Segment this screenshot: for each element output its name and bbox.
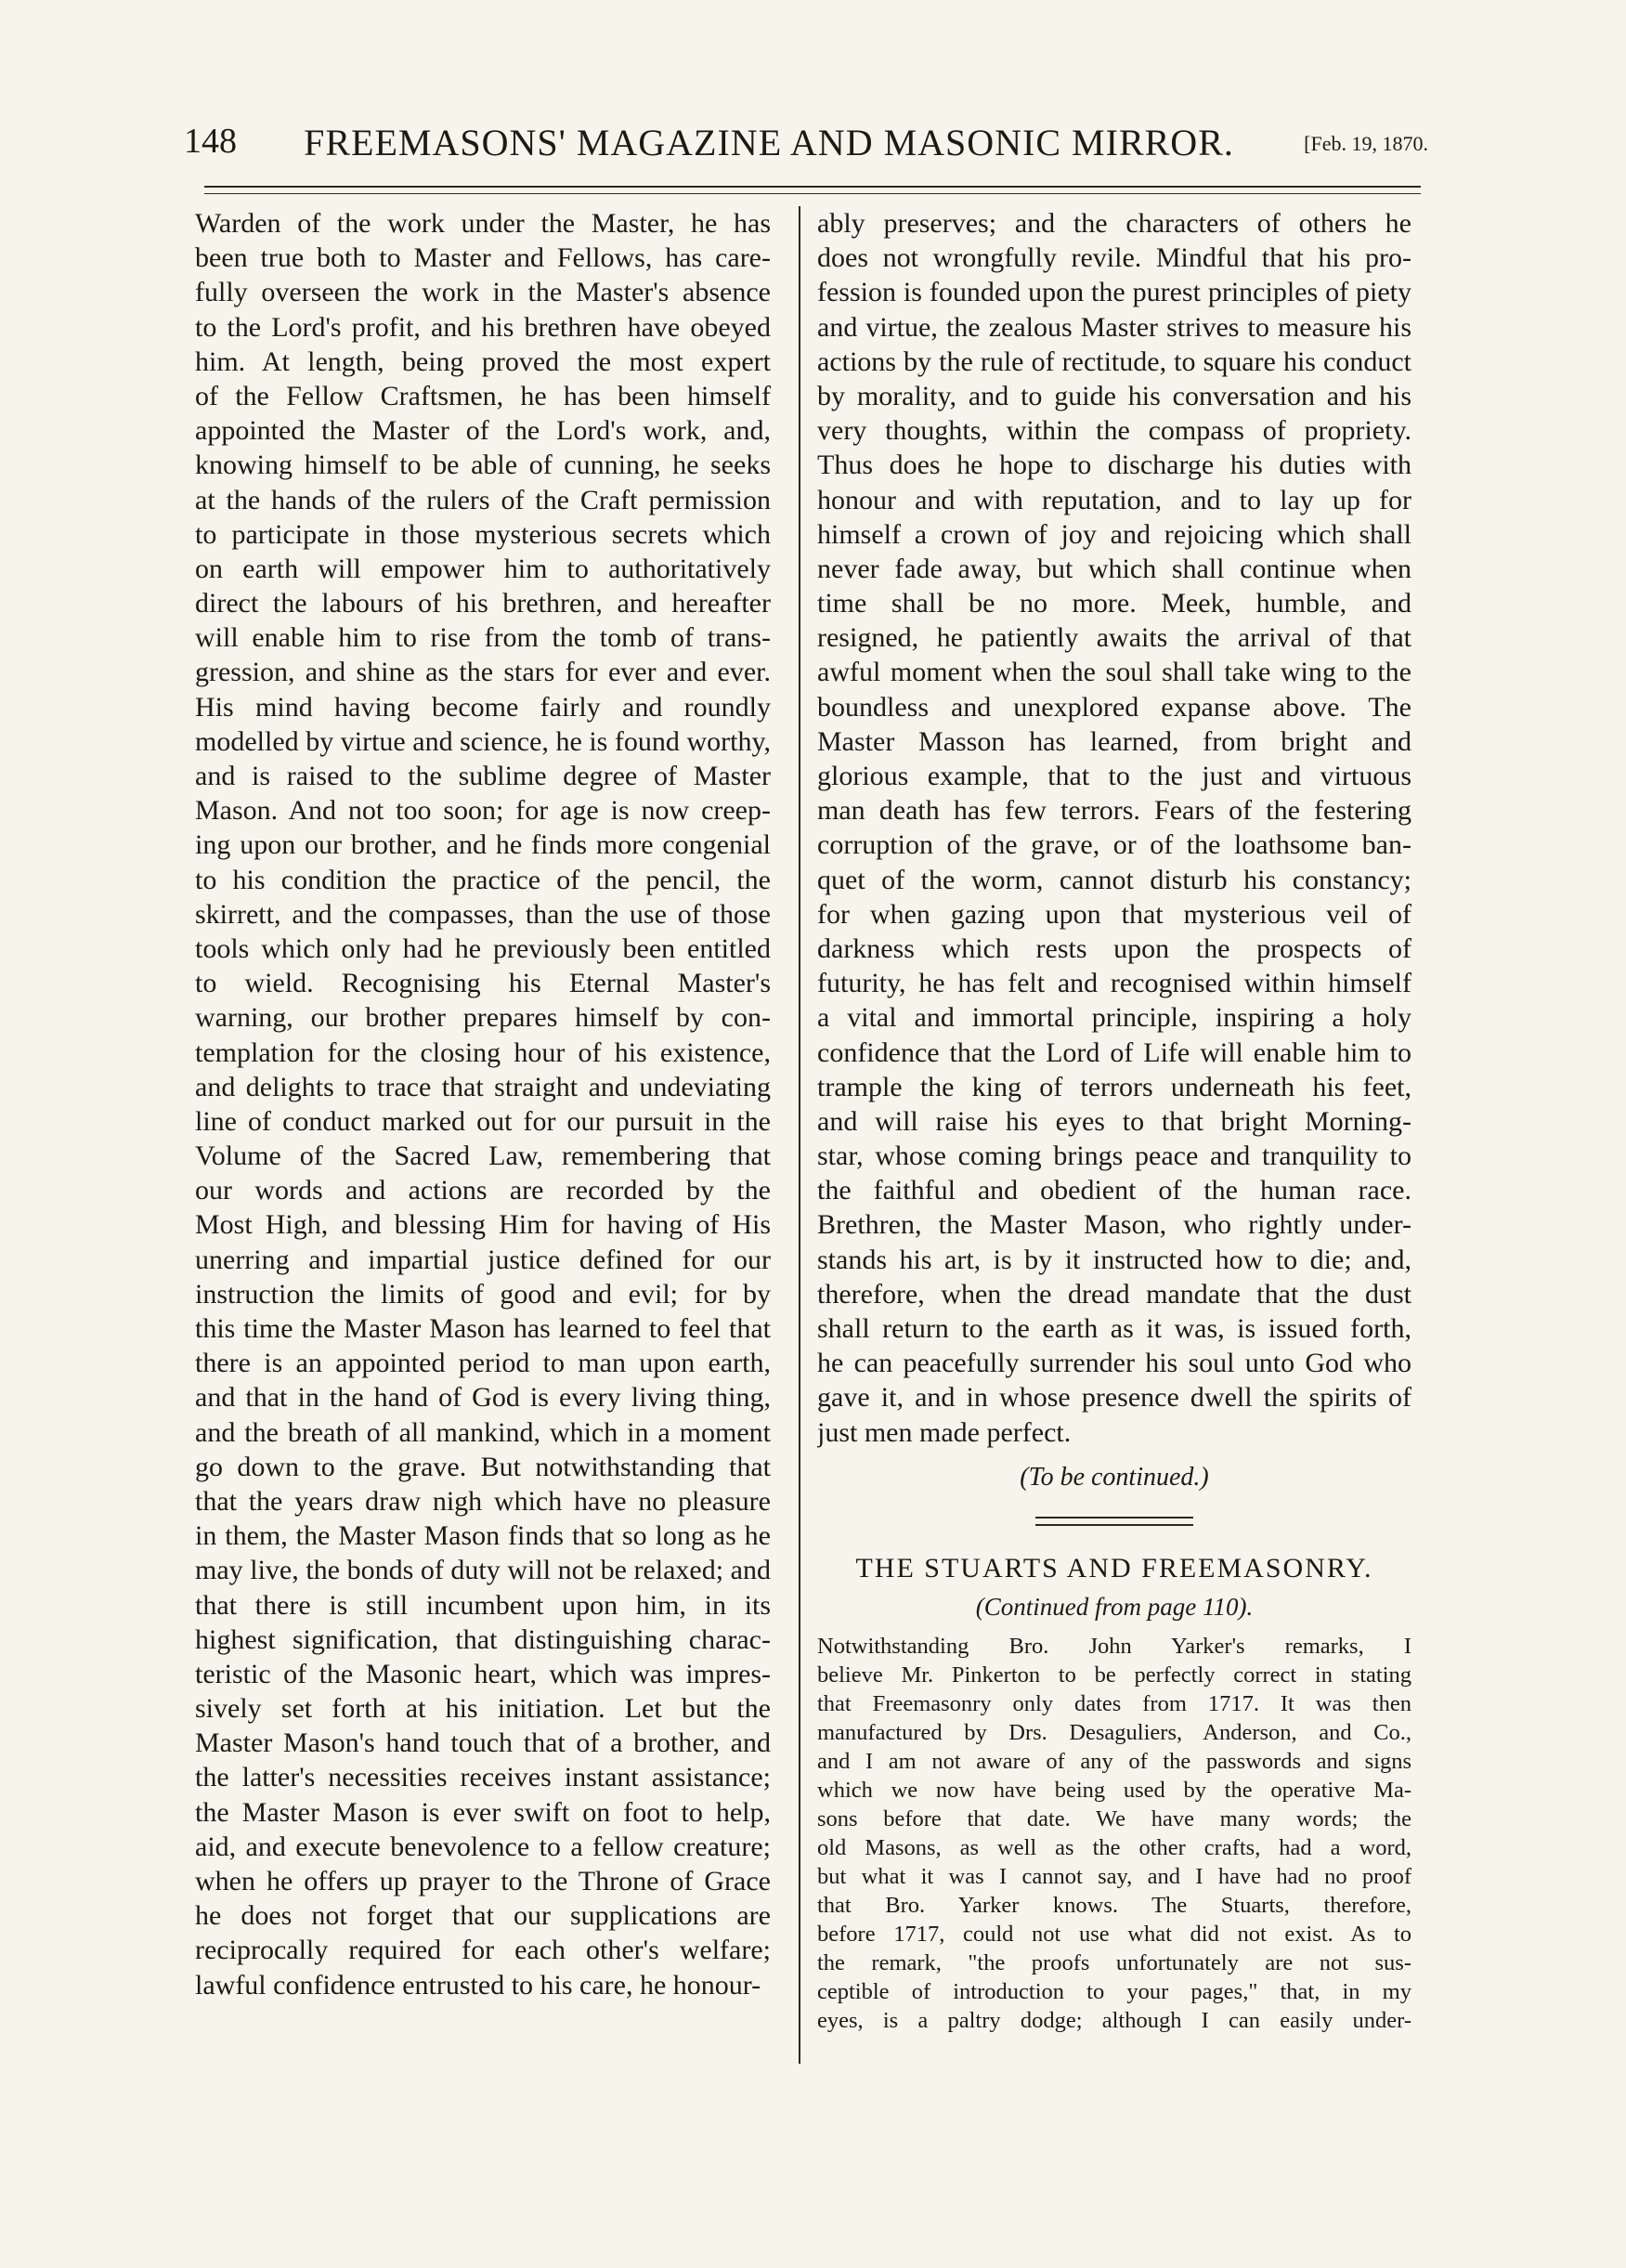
text-line: Thus does he hope to discharge his duties with xyxy=(817,450,1411,481)
text-line: His mind having become fairly and roundly xyxy=(195,691,771,723)
text-line: honour and with reputation, and to lay up for xyxy=(817,484,1411,515)
text-line: reciprocally required for each other's welfare; xyxy=(195,1935,771,1966)
text-line: that Bro. Yarker knows. The Stuarts, therefore, xyxy=(817,1892,1411,1918)
text-line: and will raise his eyes to that bright Morning- xyxy=(817,1105,1411,1137)
text-line: go down to the grave. But notwithstanding that xyxy=(195,1451,771,1482)
text-line: stands his art, is by it instructed how to die; and, xyxy=(817,1244,1411,1275)
text-line: the faithful and obedient of the human race. xyxy=(817,1175,1411,1206)
text-line: star, whose coming brings peace and tranquility to xyxy=(817,1141,1411,1172)
text-line: been true both to Master and Fellows, has care- xyxy=(195,242,771,274)
text-line: Warden of the work under the Master, he has xyxy=(195,208,771,239)
text-line: gave it, and in whose presence dwell the spirits of xyxy=(817,1382,1411,1414)
text-line: the latter's necessities receives instant assistance; xyxy=(195,1762,771,1793)
header-rule xyxy=(204,186,1421,194)
text-line: Master Masson has learned, from bright and xyxy=(817,725,1411,757)
text-line: he does not forget that our supplications are xyxy=(195,1900,771,1932)
text-line: direct the labours of his brethren, and hereafter xyxy=(195,588,771,619)
text-line: Mason. And not too soon; for age is now creep- xyxy=(195,795,771,827)
text-line: unerring and impartial justice defined for our xyxy=(195,1244,771,1275)
text-line: by morality, and to guide his conversation and his xyxy=(817,380,1411,411)
text-line: a vital and immortal principle, inspiring a holy xyxy=(817,1002,1411,1034)
article-title: THE STUARTS AND FREEMASONRY. xyxy=(855,1552,1373,1584)
page-header xyxy=(184,121,1428,176)
text-line: appointed the Master of the Lord's work, and, xyxy=(195,415,771,447)
text-line: him. At length, being proved the most expert xyxy=(195,345,771,377)
article-body xyxy=(817,1632,1411,2035)
section-divider xyxy=(1035,1517,1193,1526)
text-line: Volume of the Sacred Law, remembering that xyxy=(195,1141,771,1172)
right-column xyxy=(817,206,1411,2035)
text-line: this time the Master Mason has learned to feel that xyxy=(195,1313,771,1344)
text-line: futurity, he has felt and recognised within himself xyxy=(817,968,1411,999)
text-line: for when gazing upon that mysterious veil of xyxy=(817,898,1411,930)
text-line: to participate in those mysterious secrets which xyxy=(195,518,771,550)
text-line: to wield. Recognising his Eternal Master's xyxy=(195,968,771,999)
text-line: but what it was I cannot say, and I have had no proof xyxy=(817,1863,1411,1889)
text-line: therefore, when the dread mandate that the dust xyxy=(817,1278,1411,1310)
text-line: that the years draw nigh which have no pleasure xyxy=(195,1485,771,1517)
text-line: and the breath of all mankind, which in a moment xyxy=(195,1416,771,1448)
text-line: and that in the hand of God is every living thing, xyxy=(195,1382,771,1414)
text-line: himself a crown of joy and rejoicing which shall xyxy=(817,518,1411,550)
text-line: shall return to the earth as it was, is issued forth, xyxy=(817,1313,1411,1344)
left-column xyxy=(195,206,771,2002)
text-line: does not wrongfully revile. Mindful that his pro- xyxy=(817,242,1411,274)
text-line: the Master Mason is ever swift on foot to help, xyxy=(195,1796,771,1828)
text-line: fully overseen the work in the Master's absence xyxy=(195,277,771,308)
text-line: our words and actions are recorded by the xyxy=(195,1175,771,1206)
text-line: tools which only had he previously been entitled xyxy=(195,932,771,964)
text-line: awful moment when the soul shall take wing to the xyxy=(817,657,1411,688)
text-line: man death has few terrors. Fears of the festering xyxy=(817,795,1411,827)
text-line: eyes, is a paltry dodge; although I can easily under- xyxy=(817,2007,1411,2033)
text-line: and I am not aware of any of the passwords and signs xyxy=(817,1748,1411,1774)
text-line: actions by the rule of rectitude, to square his conduct xyxy=(817,345,1411,377)
text-line: manufactured by Drs. Desaguliers, Anderson, and Co., xyxy=(817,1719,1411,1745)
column-divider xyxy=(799,206,800,2064)
text-line: instruction the limits of good and evil; for by xyxy=(195,1278,771,1310)
text-line: fession is founded upon the purest principles of piety xyxy=(817,277,1411,308)
text-line: highest signification, that distinguishing charac- xyxy=(195,1623,771,1655)
text-line: trample the king of terrors underneath his feet, xyxy=(817,1071,1411,1102)
text-line: sons before that date. We have many words; the xyxy=(817,1805,1411,1831)
text-line: skirrett, and the compasses, than the use of those xyxy=(195,898,771,930)
text-line: the remark, "the proofs unfortunately are not sus- xyxy=(817,1949,1411,1975)
text-line: templation for the closing hour of his existence, xyxy=(195,1036,771,1068)
text-line: ceptible of introduction to your pages," that, in my xyxy=(817,1978,1411,2004)
text-line: teristic of the Masonic heart, which was impres- xyxy=(195,1658,771,1689)
text-line: corruption of the grave, or of the loathsome ban- xyxy=(817,829,1411,861)
text-line: modelled by virtue and science, he is found worthy, xyxy=(195,725,771,757)
text-line: that there is still incumbent upon him, in its xyxy=(195,1589,771,1621)
text-line: old Masons, as well as the other crafts, had a word, xyxy=(817,1834,1411,1860)
text-line: ably preserves; and the characters of others he xyxy=(817,208,1411,239)
text-line: to his condition the practice of the pencil, the xyxy=(195,864,771,895)
text-line: never fade away, but which shall continue when xyxy=(817,553,1411,584)
text-line: may live, the bonds of duty will not be relaxed; and xyxy=(195,1555,771,1586)
text-line: line of conduct marked out for our pursuit in the xyxy=(195,1105,771,1137)
text-line: lawful confidence entrusted to his care, he honour- xyxy=(195,1969,761,2001)
text-line: on earth will empower him to authoritatively xyxy=(195,553,771,584)
text-line: darkness which rests upon the prospects of xyxy=(817,932,1411,964)
text-line: just men made perfect. xyxy=(817,1416,1072,1448)
text-line: of the Fellow Craftsmen, he has been himself xyxy=(195,380,771,411)
text-line: ing upon our brother, and he finds more congenial xyxy=(195,829,771,861)
text-line: in them, the Master Mason finds that so long as he xyxy=(195,1520,771,1552)
text-line: quet of the worm, cannot disturb his constancy; xyxy=(817,864,1411,895)
masthead-title: FREEMASONS' MAGAZINE AND MASONIC MIRROR. xyxy=(304,122,1234,163)
text-line: and is raised to the sublime degree of Master xyxy=(195,761,771,791)
text-line: warning, our brother prepares himself by con- xyxy=(195,1002,771,1034)
issue-date: [Feb. 19, 1870. xyxy=(1304,132,1428,155)
text-line: aid, and execute benevolence to a fellow creature; xyxy=(195,1831,771,1862)
page-number: 148 xyxy=(184,122,237,161)
text-line: to the Lord's profit, and his brethren have obeyed xyxy=(195,311,771,343)
text-line: Brethren, the Master Mason, who rightly under- xyxy=(817,1209,1411,1241)
text-line: confidence that the Lord of Life will enable him to xyxy=(817,1036,1411,1068)
text-line: Notwithstanding Bro. John Yarker's remarks, I xyxy=(817,1633,1411,1659)
text-line: and delights to trace that straight and undeviating xyxy=(195,1071,771,1102)
text-line: knowing himself to be able of cunning, he seeks xyxy=(195,450,771,481)
text-line: gression, and shine as the stars for ever and ever. xyxy=(195,657,771,688)
text-line: resigned, he patiently awaits the arrival of that xyxy=(817,622,1411,654)
text-line: believe Mr. Pinkerton to be perfectly correct in stating xyxy=(817,1662,1411,1688)
text-line: time shall be no more. Meek, humble, and xyxy=(817,588,1411,619)
text-line: and virtue, the zealous Master strives to measure his xyxy=(817,311,1411,343)
text-line: will enable him to rise from the tomb of trans- xyxy=(195,622,771,654)
text-line: Most High, and blessing Him for having of His xyxy=(195,1209,771,1241)
right-column-text xyxy=(817,206,1411,1450)
text-line: before 1717, could not use what did not exist. As to xyxy=(817,1921,1411,1947)
text-line: that Freemasonry only dates from 1717. It was then xyxy=(817,1690,1411,1716)
text-line: at the hands of the rulers of the Craft permission xyxy=(195,484,771,515)
text-line: he can peacefully surrender his soul unto God who xyxy=(817,1348,1411,1379)
text-line: there is an appointed period to man upon earth, xyxy=(195,1348,771,1379)
text-line: very thoughts, within the compass of propriety. xyxy=(817,415,1411,447)
text-line: when he offers up prayer to the Throne of Grace xyxy=(195,1866,771,1897)
article-subtitle: (Continued from page 110). xyxy=(975,1592,1254,1621)
text-line: glorious example, that to the just and virtuous xyxy=(817,761,1411,791)
text-line: boundless and unexplored expanse above. The xyxy=(817,691,1411,723)
text-line: sively set forth at his initiation. Let but the xyxy=(195,1693,771,1725)
text-line: Master Mason's hand touch that of a brother, and xyxy=(195,1727,771,1759)
text-line: which we now have being used by the operative Ma- xyxy=(817,1777,1411,1803)
continued-note: (To be continued.) xyxy=(1020,1462,1209,1492)
